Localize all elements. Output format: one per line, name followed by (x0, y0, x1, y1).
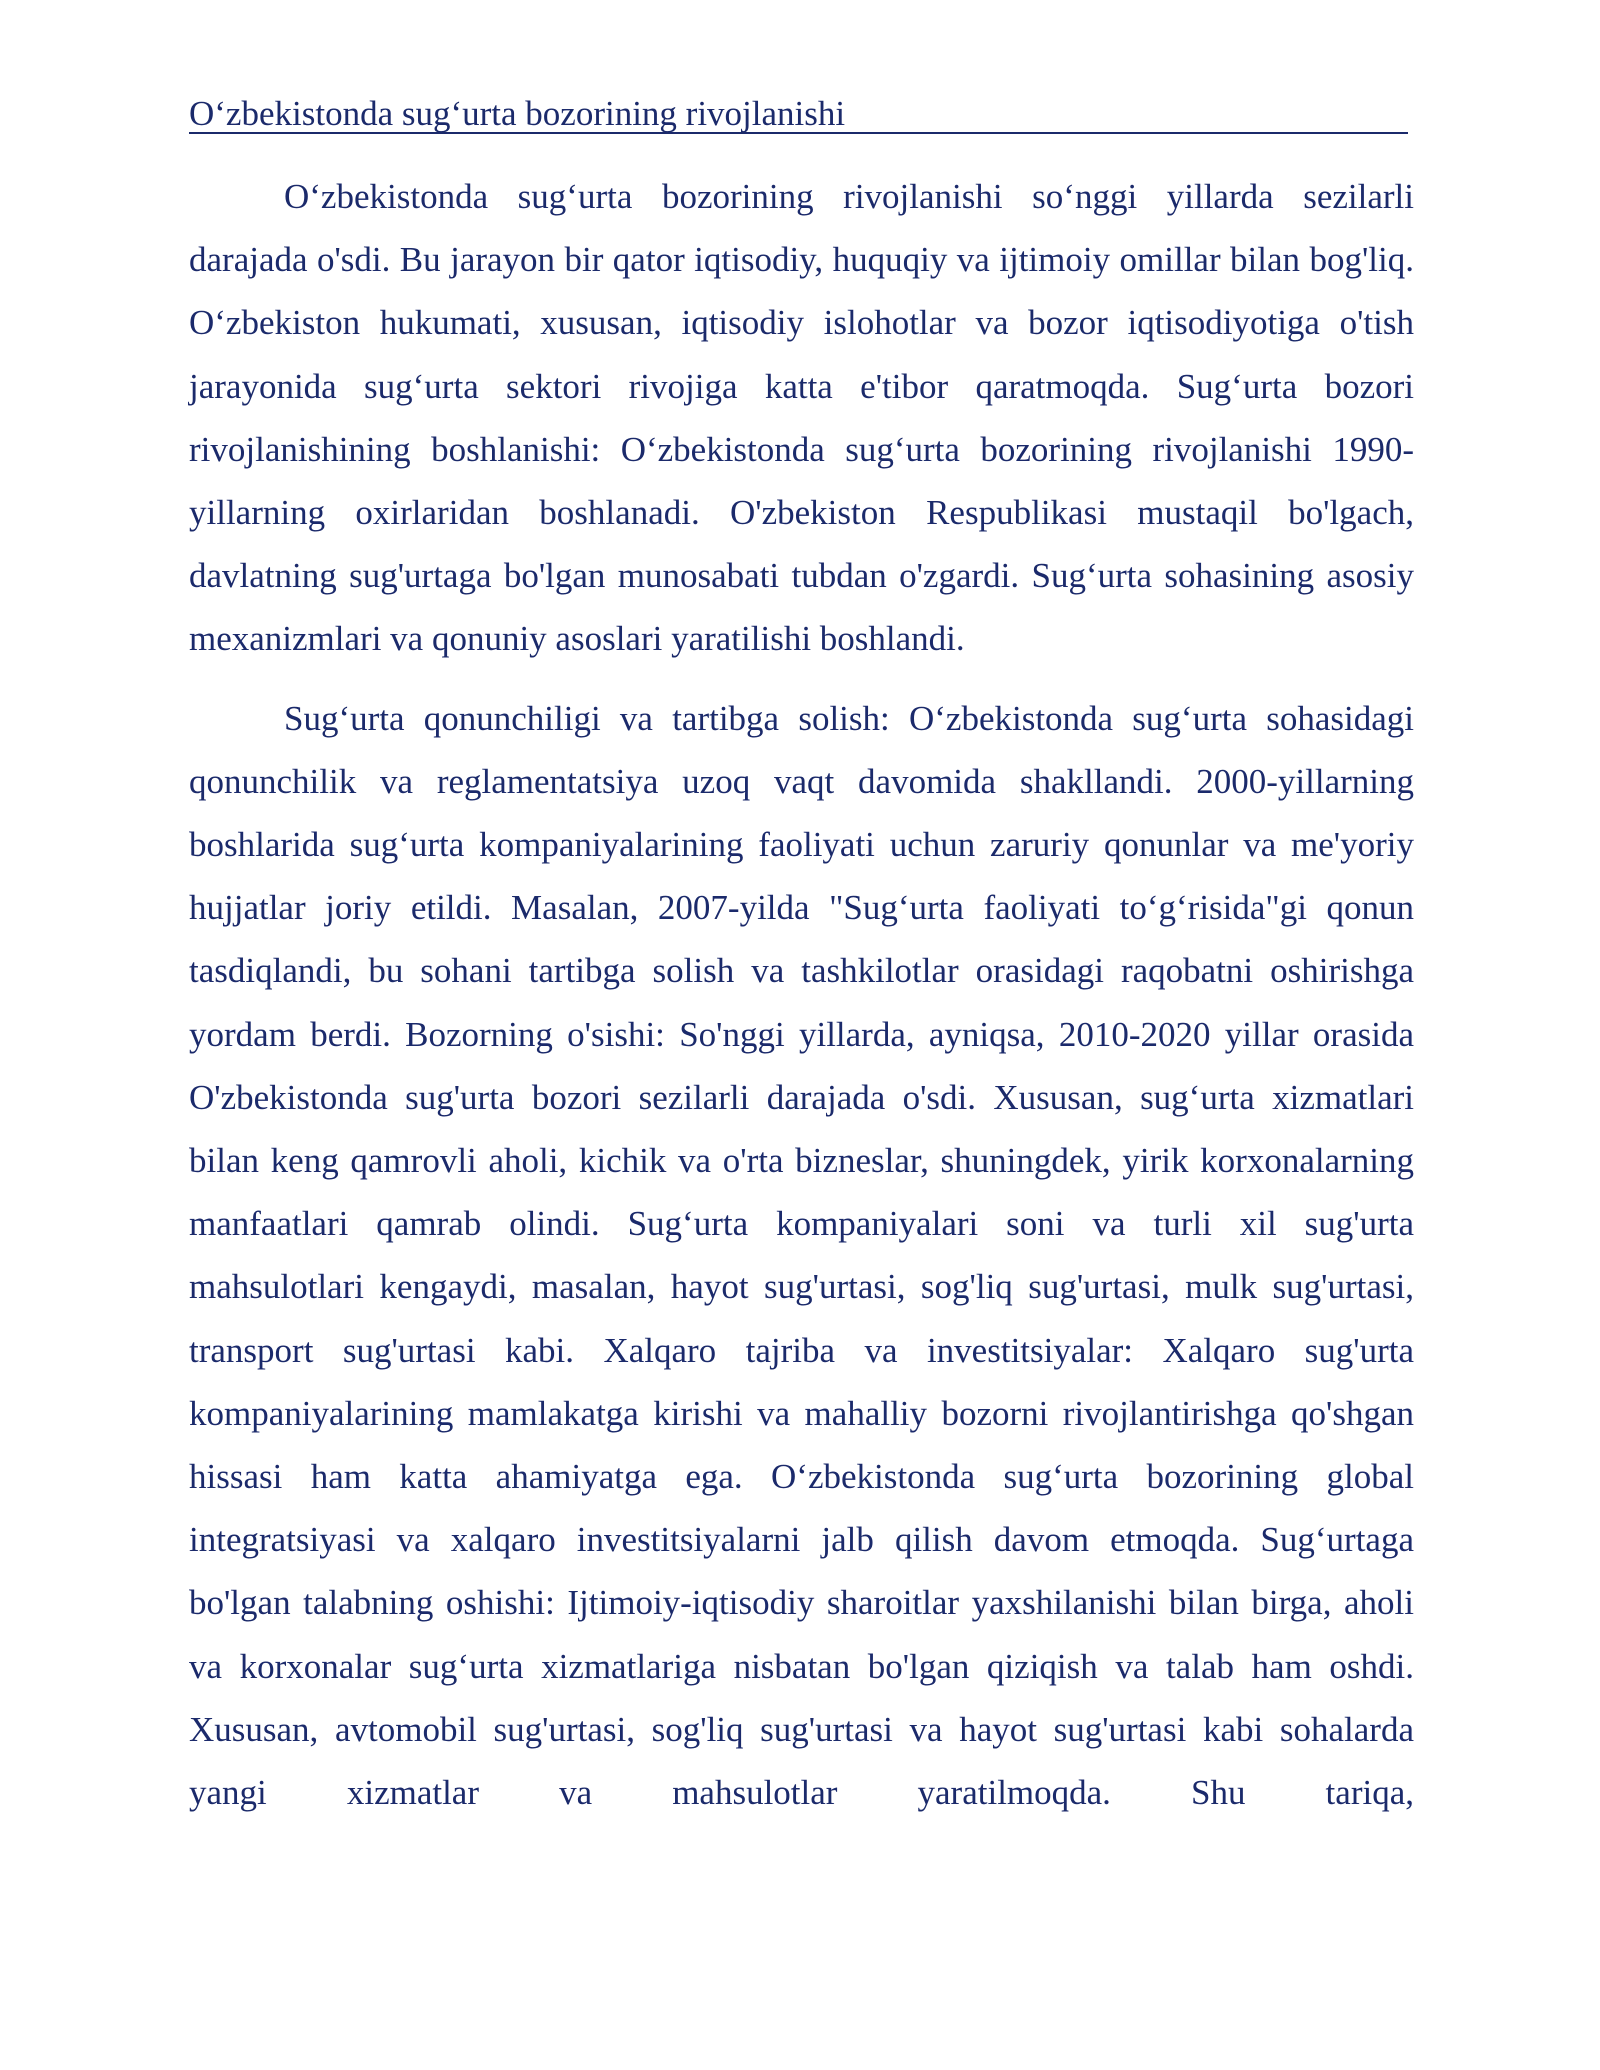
header-title: O‘zbekistonda sug‘urta bozorining rivojlanishi (189, 94, 846, 133)
page-header (189, 94, 1408, 134)
paragraph: O‘zbekistonda sug‘urta bozorining rivojlanishi so‘nggi yillarda sezilarli darajada o'sdi. Bu jarayon bir qator iqtisodiy, huquqiy va ijtimoiy omillar bilan bog'liq. O‘zbekiston hukumati, xususan, iqtisodiy islohotlar va bozor iqtisodiyotiga o'tish jarayonida sug‘urta sektori rivojiga katta e'tibor qaratmoqda. Sug‘urta bozori rivojlanishining boshlanishi: O‘zbekistonda sug‘urta bozorining rivojlanishi 1990-yillarning oxirlaridan boshlanadi. O'zbekiston Respublikasi mustaqil bo'lgach, davlatning sug'urtaga bo'lgan munosabati tubdan o'zgardi. Sug‘urta sohasining asosiy mexanizmlari va qonuniy asoslari yaratilishi boshlandi. (189, 177, 1414, 659)
paragraph: Sug‘urta qonunchiligi va tartibga solish: O‘zbekistonda sug‘urta sohasidagi qonunchilik va reglamentatsiya uzoq vaqt davomida shakllandi. 2000-yillarning boshlarida sug‘urta kompaniyalarining faoliyati uchun zaruriy qonunlar va me'yoriy hujjatlar joriy etildi. Masalan, 2007-yilda "Sug‘urta faoliyati to‘g‘risida"gi qonun tasdiqlandi, bu sohani tartibga solish va tashkilotlar orasidagi raqobatni oshirishga yordam berdi. Bozorning o'sishi: So'nggi yillarda, ayniqsa, 2010-2020 yillar orasida O'zbekistonda sug'urta bozori sezilarli darajada o'sdi. Xususan, sug‘urta xizmatlari bilan keng qamrovli aholi, kichik va o'rta bizneslar, shuningdek, yirik korxonalarning manfaatlari qamrab olindi. Sug‘urta kompaniyalari soni va turli xil sug'urta mahsulotlari kengaydi, masalan, hayot sug'urtasi, sog'liq sug'urtasi, mulk sug'urtasi, transport sug'urtasi kabi. Xalqaro tajriba va investitsiyalar: Xalqaro sug'urta kompaniyalarining mamlakatga kirishi va mahalliy bozorni rivojlantirishga qo'shgan hissasi ham katta ahamiyatga ega. O‘zbekistonda sug‘urta bozorining global integratsiyasi va xalqaro investitsiyalarni jalb qilish davom etmoqda. Sug‘urtaga bo'lgan talabning oshishi: Ijtimoiy-iqtisodiy sharoitlar yaxshilanishi bilan birga, aholi va korxonalar sug‘urta xizmatlariga nisbatan bo'lgan qiziqish va talab ham oshdi. Xususan, avtomobil sug'urtasi, sog'liq sug'urtasi va hayot sug'urtasi kabi sohalarda yangi xizmatlar va mahsulotlar yaratilmoqda. Shu tariqa, (189, 698, 1414, 1813)
document-body (189, 165, 1414, 1840)
